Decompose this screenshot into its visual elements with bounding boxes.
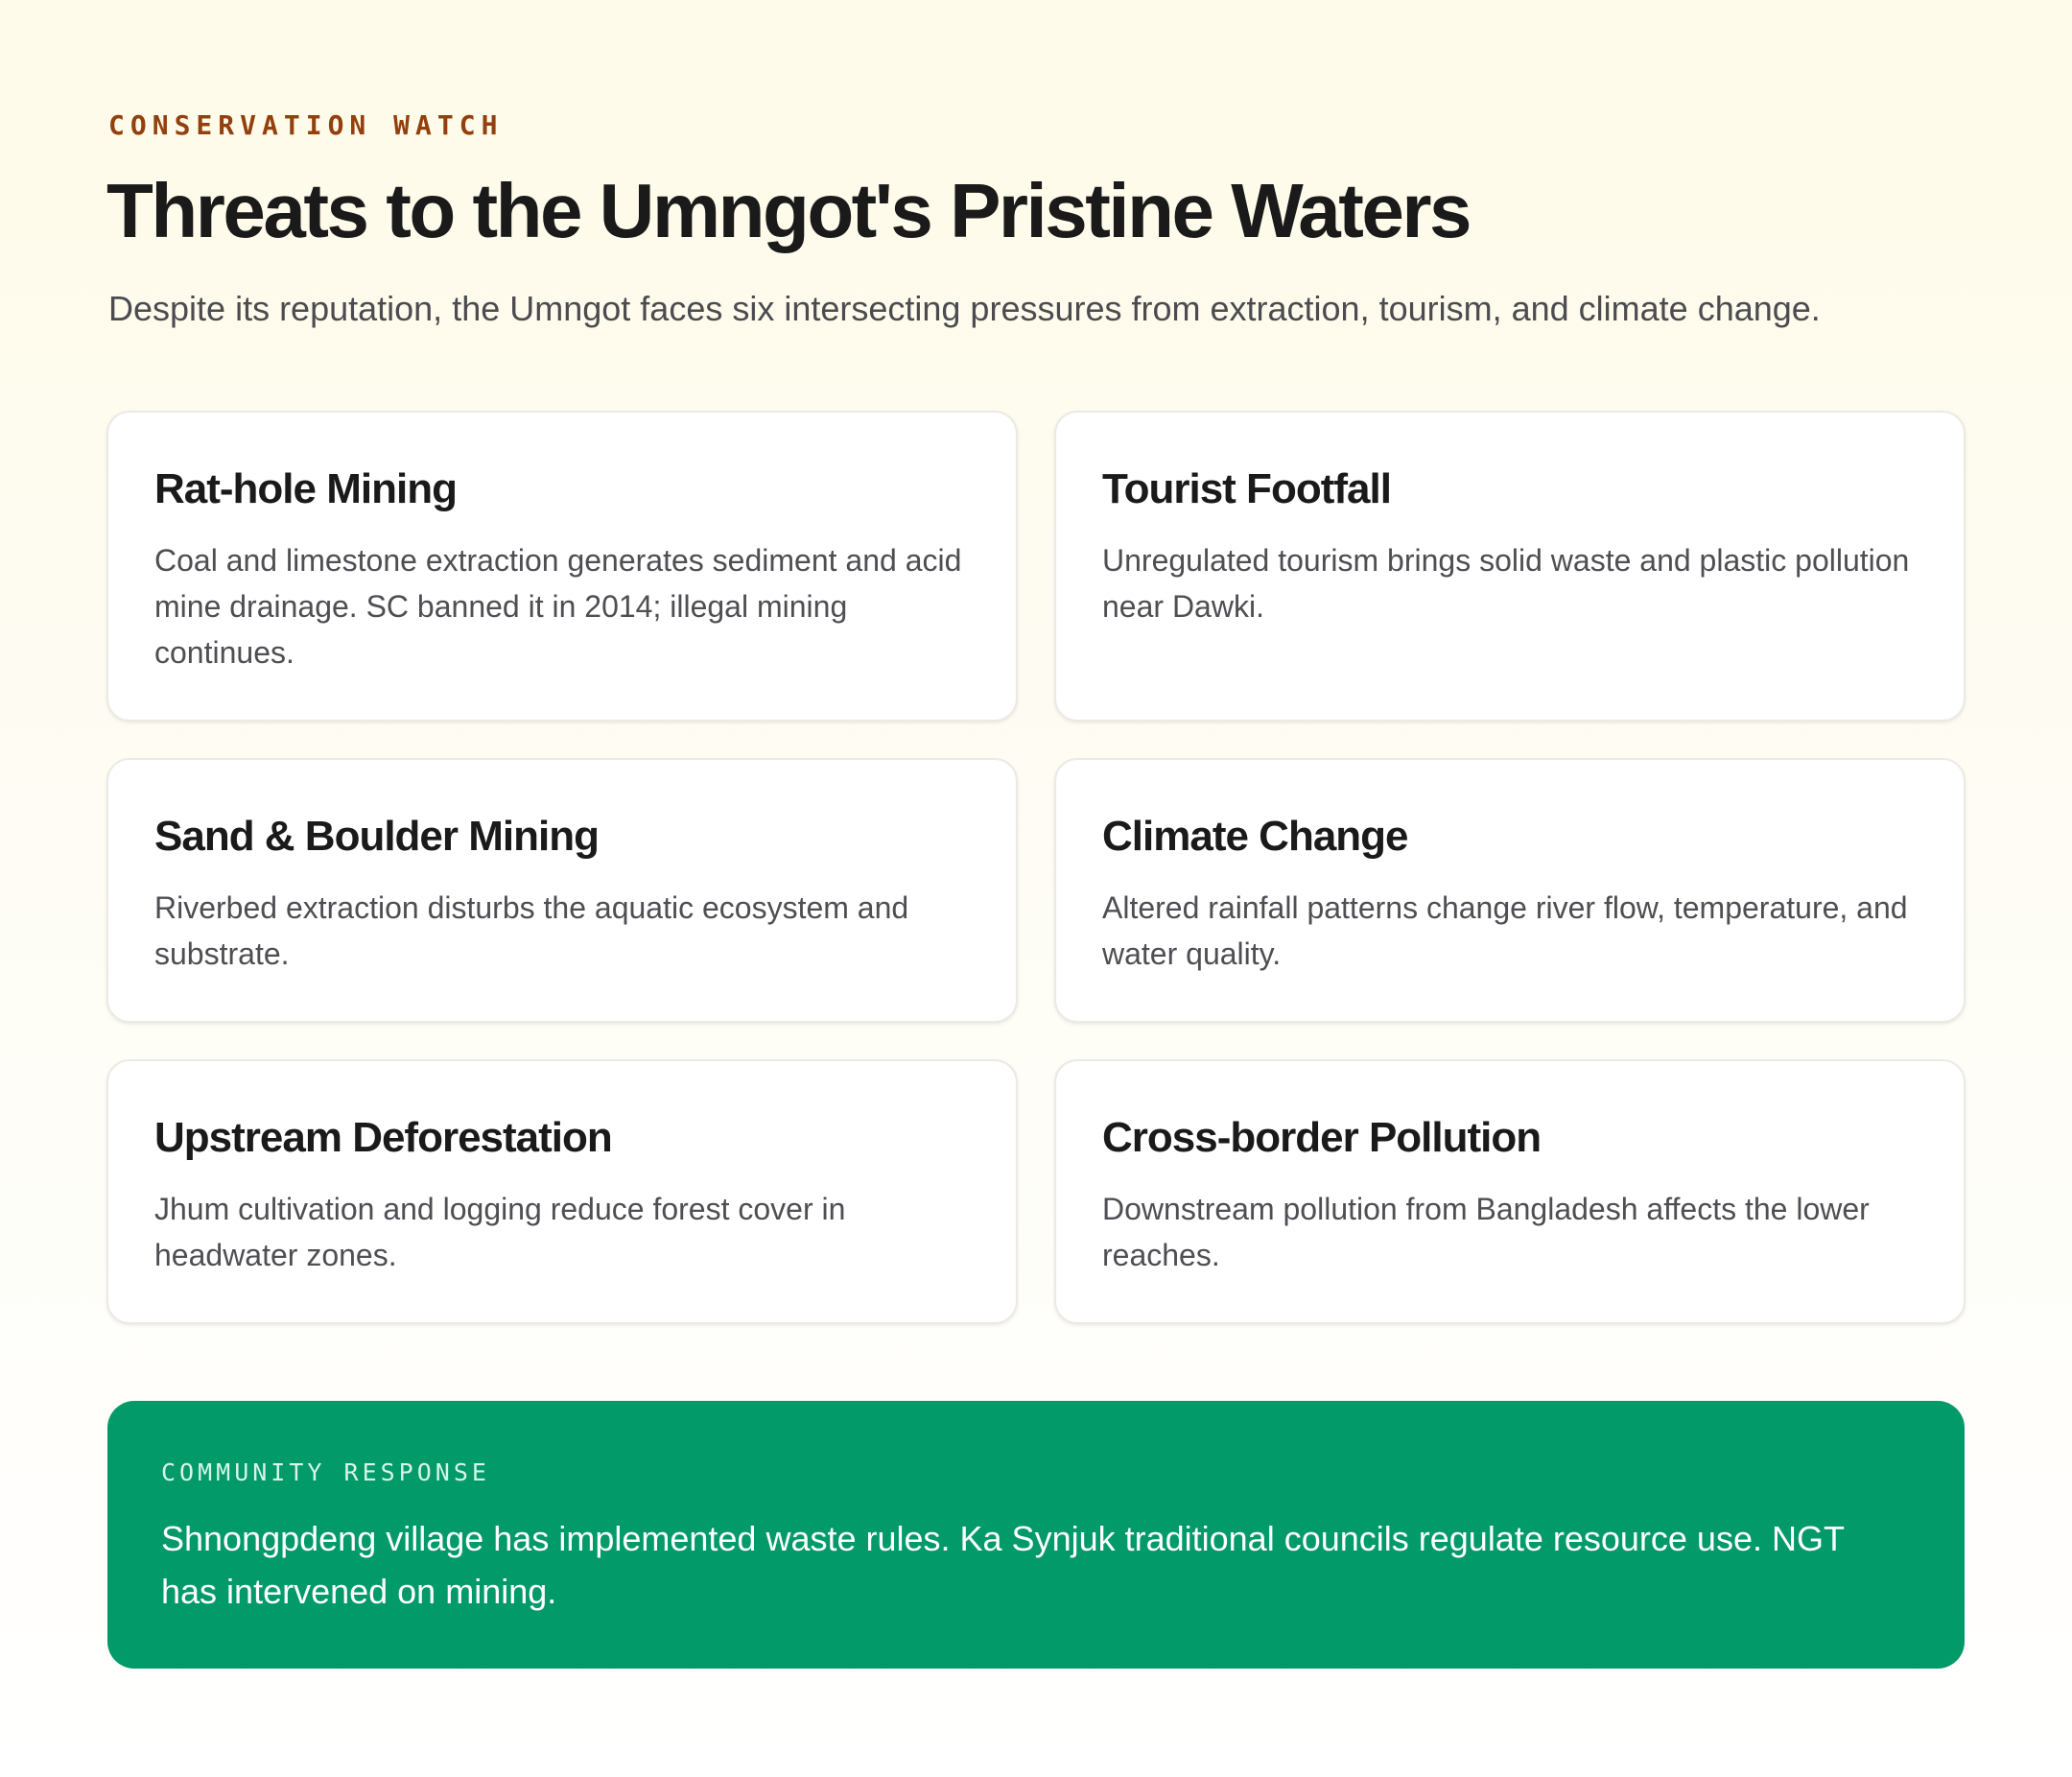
page-title: Threats to the Umngot's Pristine Waters (106, 168, 1471, 253)
threat-card-cross-border-pollution (1054, 1059, 1966, 1324)
threat-card-climate-change (1054, 758, 1966, 1023)
threat-card-description: Riverbed extraction disturbs the aquatic ecosystem and substrate. (154, 890, 909, 971)
threat-card-title: Sand & Boulder Mining (154, 813, 599, 860)
community-response-label: COMMUNITY RESPONSE (161, 1458, 490, 1486)
threat-card-title: Climate Change (1102, 813, 1408, 860)
page-subtitle: Despite its reputation, the Umngot faces six intersecting pressures from extraction, tourism, and climate change. (108, 289, 1821, 328)
threat-card-title: Rat-hole Mining (154, 465, 457, 512)
threat-card-title: Cross-border Pollution (1102, 1114, 1542, 1161)
threat-card-description: Altered rainfall patterns change river flow, temperature, and water quality. (1102, 890, 1908, 971)
threat-card-title: Tourist Footfall (1102, 465, 1391, 512)
threat-card-title: Upstream Deforestation (154, 1114, 612, 1161)
section-eyebrow: CONSERVATION WATCH (108, 109, 504, 141)
threat-card-upstream-deforestation (106, 1059, 1018, 1324)
threat-card-rat-hole-mining (106, 411, 1018, 722)
threat-card-description: Jhum cultivation and logging reduce forest cover in headwater zones. (154, 1192, 846, 1272)
community-response-panel (107, 1401, 1965, 1669)
threat-card-description: Downstream pollution from Bangladesh affects the lower reaches. (1102, 1192, 1870, 1272)
community-response-text: Shnongpdeng village has implemented waste rules. Ka Synjuk traditional councils regulate resource use. NGT has intervened on mining. (161, 1519, 1845, 1611)
threat-card-description: Unregulated tourism brings solid waste and plastic pollution near Dawki. (1102, 543, 1910, 624)
threat-card-description: Coal and limestone extraction generates sediment and acid mine drainage. SC banned it in 2014; illegal mining continues. (154, 543, 962, 670)
threat-card-tourist-footfall (1054, 411, 1966, 722)
threat-card-sand-boulder-mining (106, 758, 1018, 1023)
